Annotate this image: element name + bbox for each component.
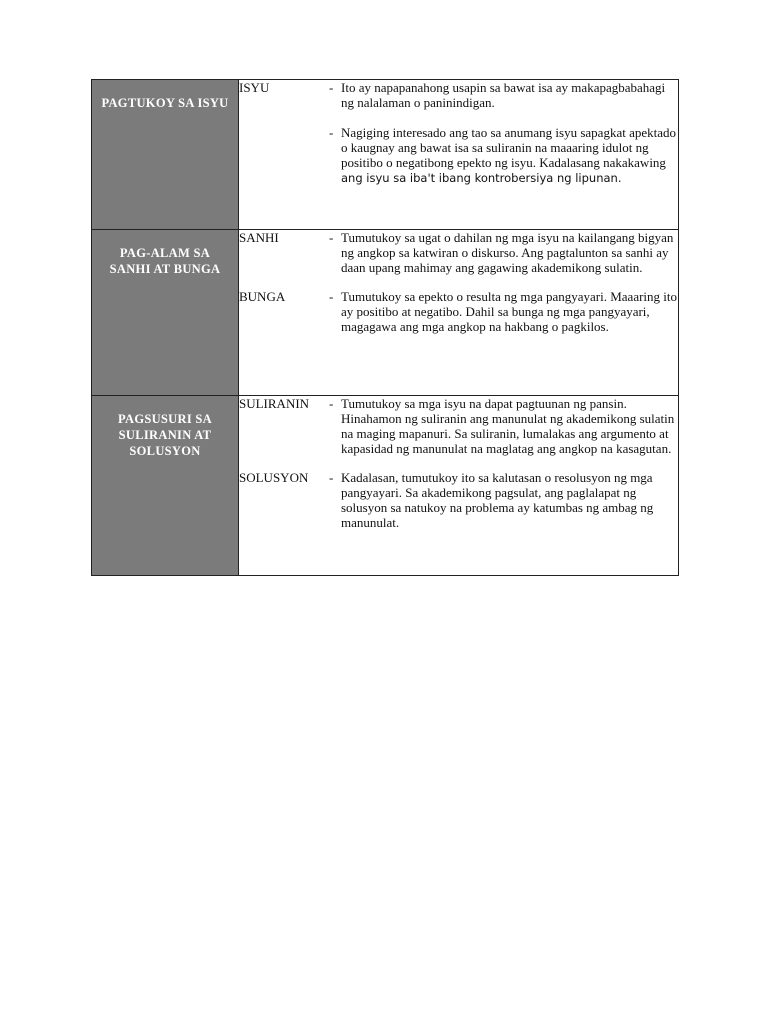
definition-item	[329, 289, 678, 334]
definition-item	[329, 125, 678, 186]
definition-item	[329, 396, 678, 456]
dash-marker: -	[329, 125, 334, 140]
definition-list	[329, 396, 678, 456]
definition-text: Nagiging interesado ang tao sa anumang isyu sapagkat apektado o kaugnay ang bawat isa sa suliranin na maaaring idulot ng positibo o negatibong epekto ng isyu. Kadalasang nakakawing	[341, 125, 677, 170]
definition-tail-text: ang isyu sa iba't ibang kontrobersiya ng lipunan.	[341, 171, 622, 185]
row-heading-cell	[92, 396, 239, 576]
table-row	[92, 80, 679, 230]
term-label: SULIRANIN	[239, 396, 310, 411]
term-label: SANHI	[239, 230, 279, 245]
row-heading-cell	[92, 230, 239, 396]
row-content-cell	[239, 230, 679, 396]
term-entry	[239, 80, 678, 186]
dash-marker: -	[329, 289, 334, 304]
definition-text: Ito ay napapanahong usapin sa bawat isa ay makapagbabahagi ng nalalaman o paninindigan.	[341, 80, 666, 110]
term-label: SOLUSYON	[239, 470, 309, 485]
term-entry	[239, 230, 678, 275]
dash-marker: -	[329, 80, 334, 95]
row-heading: PAGSUSURI SA SULIRANIN AT SOLUSYON	[117, 412, 212, 458]
definition-text: Tumutukoy sa mga isyu na dapat pagtuunan ng pansin. Hinahamon ng suliranin ang manunulat ng akademikong sulatin na maging mapanuri. Sa suliranin, lumalakas ang argumento at kapasidad ng manunulat na maglatag ang angkop na kasagutan.	[341, 396, 675, 456]
term-label: ISYU	[239, 80, 270, 95]
row-heading: PAG-ALAM SA SANHI AT BUNGA	[109, 246, 221, 276]
definition-list	[329, 230, 678, 275]
row-heading-cell	[92, 80, 239, 230]
definition-block	[341, 125, 678, 186]
definition-text: Kadalasan, tumutukoy ito sa kalutasan o resolusyon ng mga pangyayari. Sa akademikong pagsulat, ang paglalapat ng solusyon sa natukoy na problema ay katumbas ng ambag ng manunulat.	[341, 470, 654, 530]
row-content-cell	[239, 396, 679, 576]
definition-item	[329, 80, 678, 110]
row-content-cell	[239, 80, 679, 230]
definition-text: Tumutukoy sa ugat o dahilan ng mga isyu na kailangang bigyan ng angkop sa katwiran o diskurso. Ang pagtalunton sa sanhi ay daan upang mahimay ang gagawing akademikong sulatin.	[341, 230, 674, 275]
term-entry	[239, 396, 678, 456]
table-row	[92, 230, 679, 396]
table-row	[92, 396, 679, 576]
definition-list	[329, 80, 678, 186]
row-heading: PAGTUKOY SA ISYU	[101, 96, 229, 110]
concept-table	[91, 79, 679, 576]
definition-item	[329, 470, 678, 530]
definition-list	[329, 470, 678, 530]
term-entry	[239, 470, 678, 530]
dash-marker: -	[329, 396, 334, 411]
definition-text: Tumutukoy sa epekto o resulta ng mga pangyayari. Maaaring ito ay positibo at negatibo. Dahil sa bunga ng mga pangyayari, magagawa ang mga angkop na hakbang o pagkilos.	[341, 289, 678, 334]
dash-marker: -	[329, 470, 334, 485]
term-label: BUNGA	[239, 289, 286, 304]
term-entry	[239, 289, 678, 334]
definition-list	[329, 289, 678, 334]
dash-marker: -	[329, 230, 334, 245]
definition-item	[329, 230, 678, 275]
